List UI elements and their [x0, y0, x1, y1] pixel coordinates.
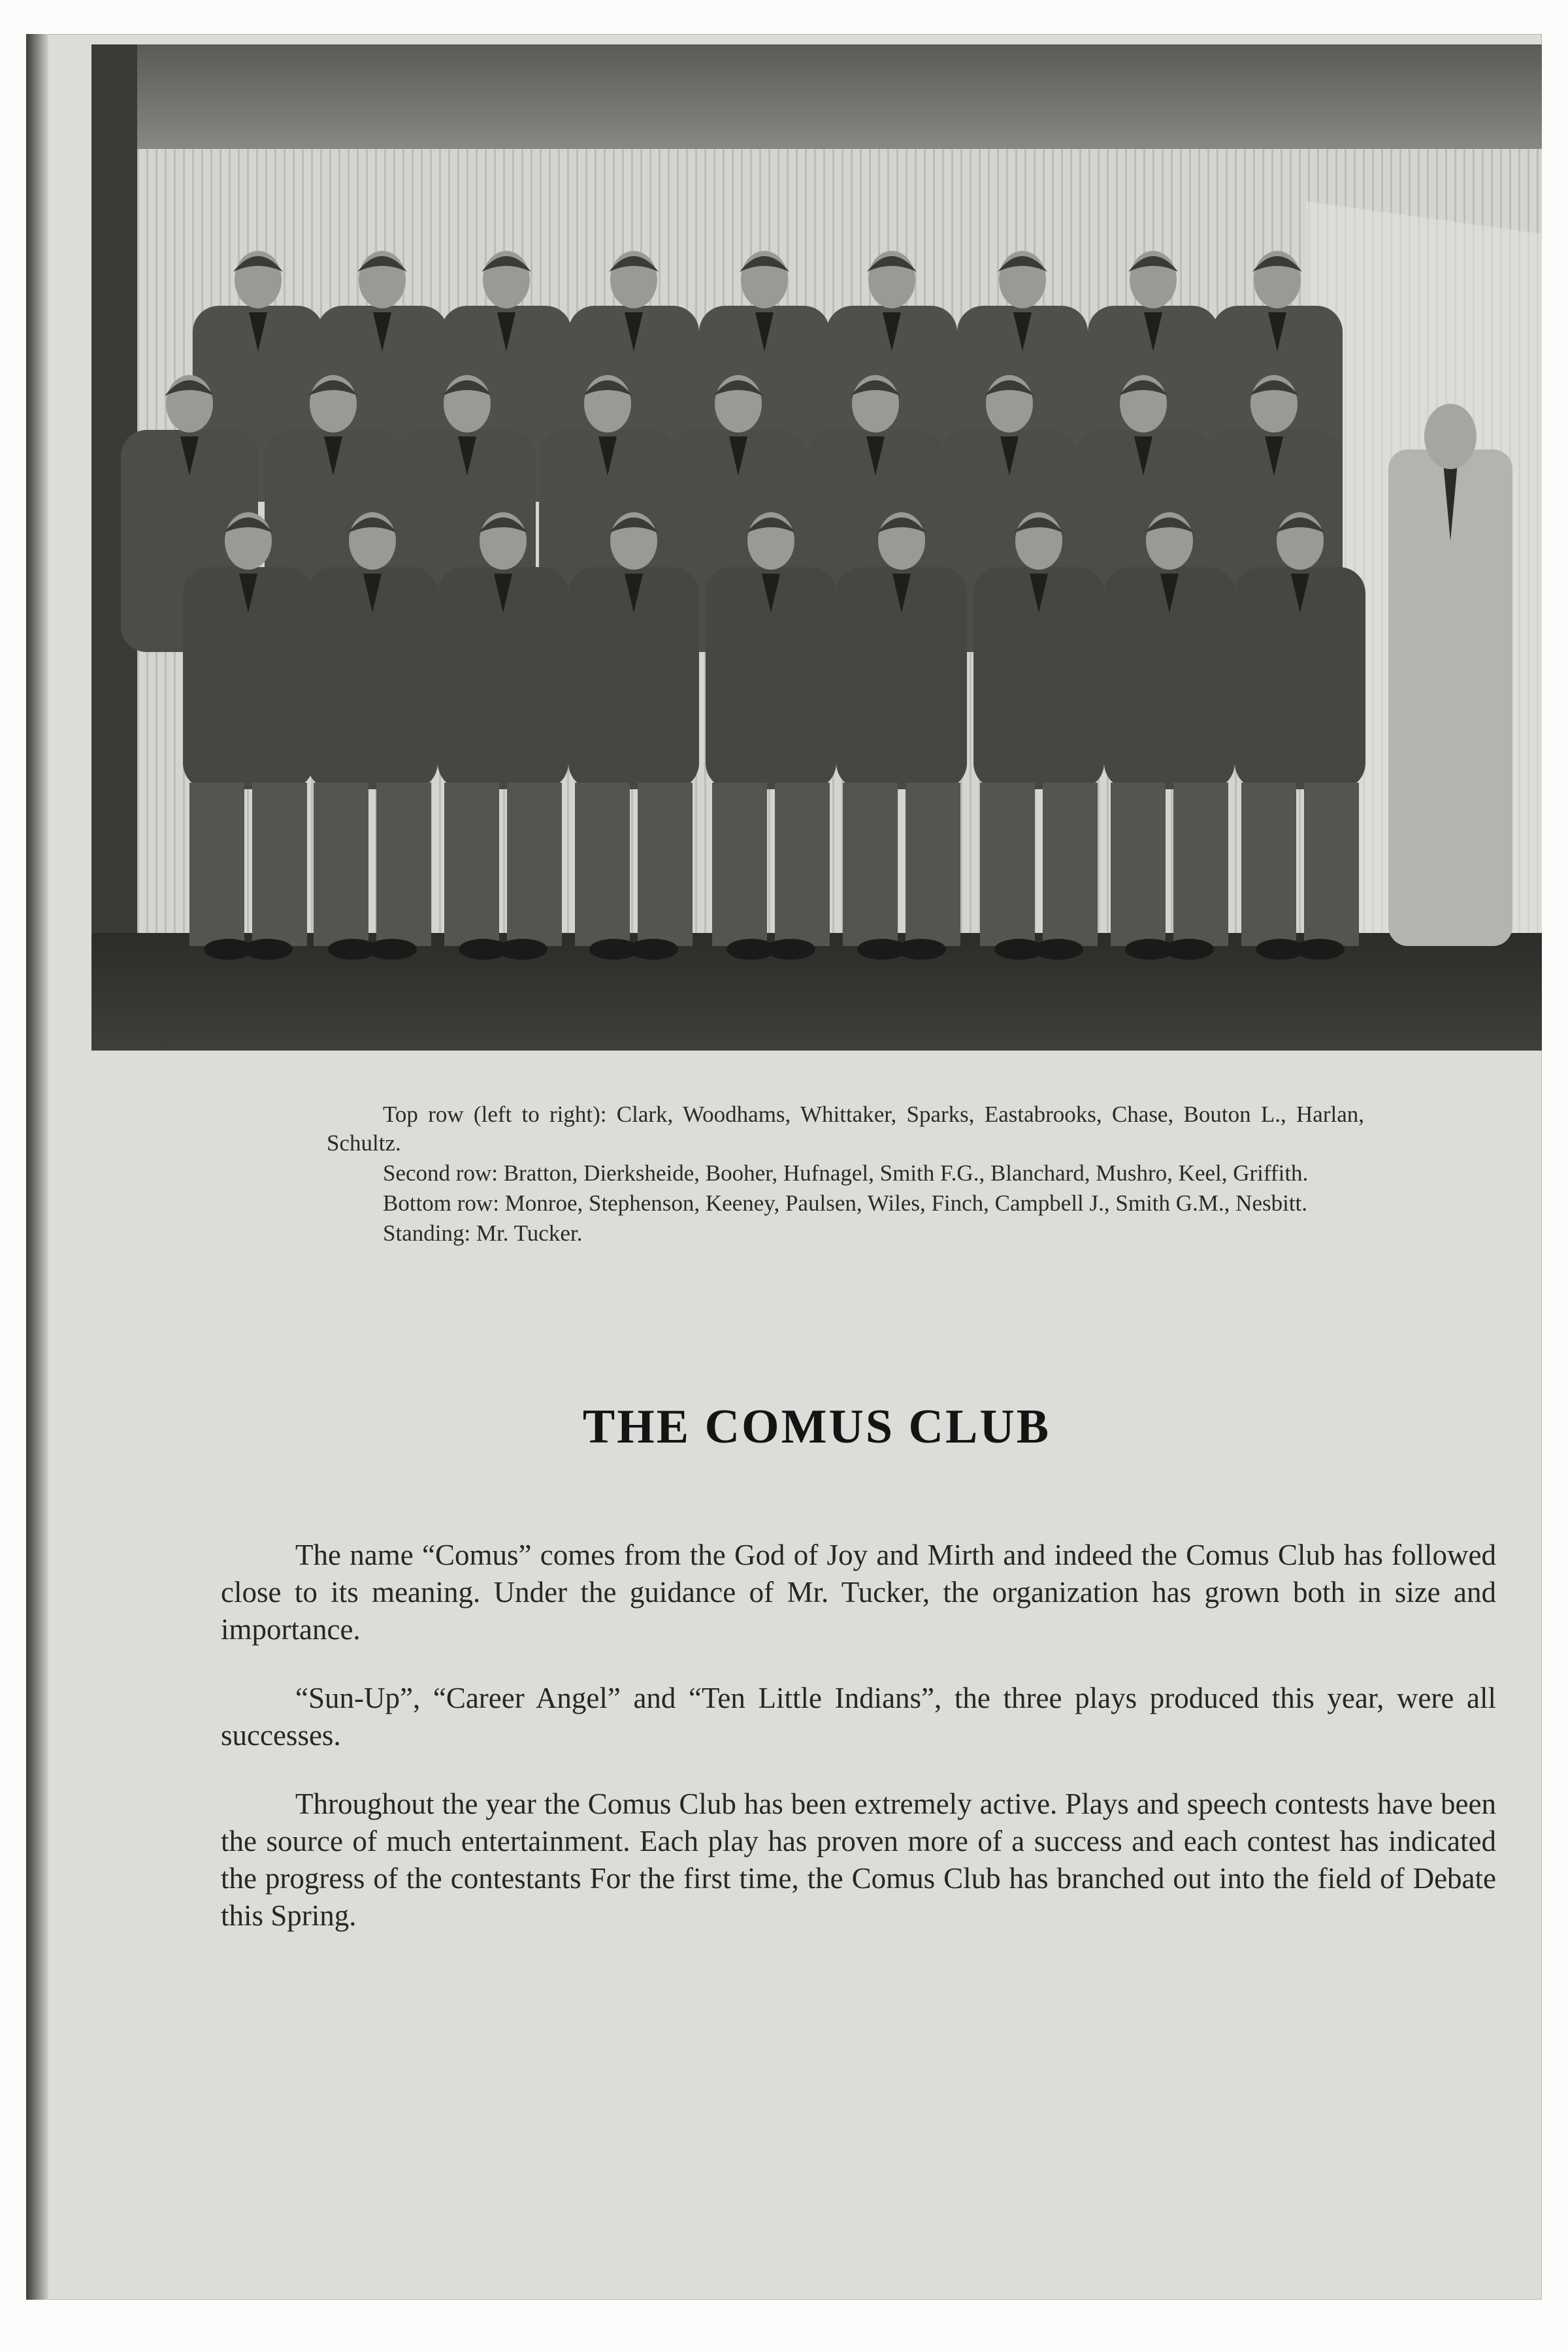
page-title: THE COMUS CLUB — [582, 1400, 1051, 1454]
paragraph-plays: “Sun-Up”, “Career Angel” and “Ten Little Indians”, the three plays produced this year, were all successes. — [221, 1682, 1496, 1752]
yearbook-page — [26, 34, 1542, 2300]
photo-caption — [327, 1100, 1364, 1249]
club-group-photo — [91, 44, 1542, 1051]
caption-standing: Standing: Mr. Tucker. — [383, 1220, 583, 1246]
group-photo-image — [91, 44, 1542, 1051]
group-member — [1388, 404, 1512, 946]
page-binding-edge — [26, 34, 48, 2300]
article-body — [221, 1537, 1496, 1966]
caption-top-row: Top row (left to right): Clark, Woodhams, Whittaker, Sparks, Eastabrooks, Chase, Bouton L., Harlan, Schultz. — [327, 1102, 1364, 1156]
caption-second-row: Second row: Bratton, Dierksheide, Booher, Hufnagel, Smith F.G., Blanchard, Mushro, Keel, Griffith. — [383, 1160, 1309, 1186]
paragraph-activities: Throughout the year the Comus Club has been extremely active. Plays and speech contests have been the source of much entertainment. Each play has proven more of a success and each contest has indicated the progress of the contestants For the first time, the Comus Club has branched out into the field of Debate this Spring. — [221, 1788, 1496, 1932]
caption-bottom-row: Bottom row: Monroe, Stephenson, Keeney, Paulsen, Wiles, Finch, Campbell J., Smith G.M., Nesbitt. — [383, 1190, 1308, 1216]
paragraph-intro: The name “Comus” comes from the God of Joy and Mirth and indeed the Comus Club has followed close to its meaning. Under the guidance of Mr. Tucker, the organization has grown both in size and importance. — [221, 1539, 1496, 1646]
